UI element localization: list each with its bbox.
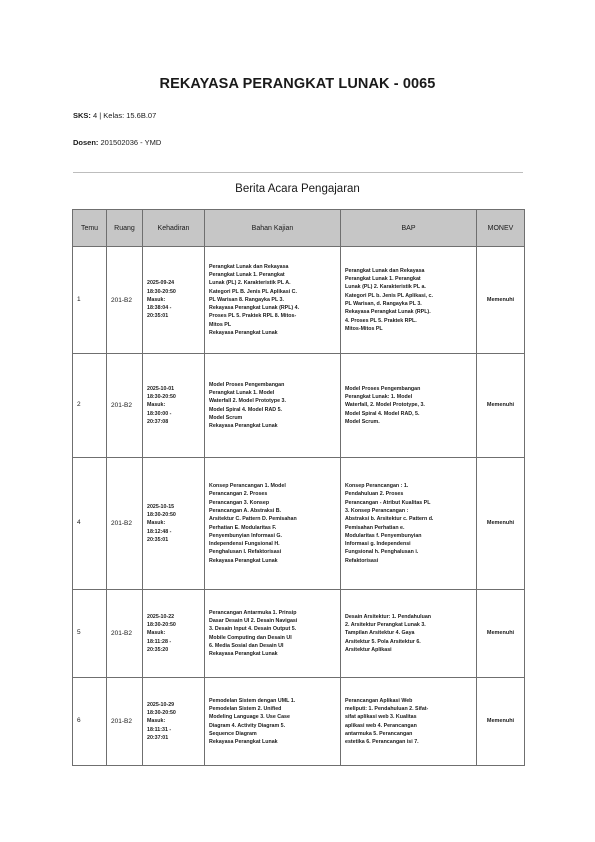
cell-bap (341, 354, 477, 458)
cell-kehadiran-line: 18:12:48 - (147, 528, 172, 535)
cell-bahan-kajian-line: 3. Desain Input 4. Desain Output 5. (209, 626, 297, 633)
cell-bap-line: PL Warisan, d. Rangayka PL 3. (345, 301, 422, 307)
cell-bap-line: Perancangan Aplikasi Web (345, 697, 413, 704)
cell-bap-line: Abstraksi b. Arsitektur c. Pattern d. (345, 516, 434, 523)
cell-bap-line: antarmuka 5. Perancangan (345, 730, 413, 737)
cell-kehadiran-line: 20:35:01 (147, 313, 169, 320)
cell-bap-line: Rekayasa Perangkat Lunak (RPL). (345, 309, 431, 316)
cell-bap-line: sifat aplikasi web 3. Kualitas (345, 714, 417, 721)
cell-bap-line: meliputi: 1. Pendahuluan 2. Sifat- (345, 705, 429, 712)
cell-kehadiran-line: 18:11:31 - (147, 726, 172, 733)
cell-kehadiran (143, 247, 205, 354)
table-body (73, 247, 525, 766)
cell-ruang: 201-B2 (107, 354, 143, 458)
cell-bahan-kajian (205, 678, 341, 766)
cell-kehadiran (143, 354, 205, 458)
dosen-label: Dosen: (73, 138, 99, 147)
cell-bap-line: 4. Proses PL 5. Praktek RPL. (345, 317, 417, 324)
cell-kehadiran-line: 18:30-20:50 (147, 288, 176, 295)
cell-kehadiran-line: Masuk: (147, 296, 166, 303)
cell-temu: 5 (73, 590, 107, 678)
cell-bap-line: Kategori PL b. Jenis PL Aplikasi, c. (345, 292, 433, 299)
cell-bap-line: Konsep Perancangan : 1. (345, 483, 409, 490)
cell-temu: 2 (73, 354, 107, 458)
cell-kehadiran-line: Masuk: (147, 520, 166, 527)
cell-bap-line: Perancangan - Atribut Kualitas PL (345, 499, 431, 506)
cell-kehadiran-line: 18:30-20:50 (147, 394, 176, 401)
table-row (73, 247, 525, 354)
cell-bap-line: Arsitektur Aplikasi (345, 646, 392, 653)
cell-bap-line: Refaktorisasi (345, 557, 379, 564)
bap-table (72, 209, 525, 766)
cell-bahan-kajian-line: Perangkat Lunak dan Rekayasa (209, 263, 289, 270)
column-header-ruang: Ruang (107, 210, 143, 247)
cell-bap (341, 458, 477, 590)
cell-kehadiran (143, 458, 205, 590)
cell-bap-line: aplikasi web 4. Perancangan (345, 722, 417, 729)
cell-bap-line: 3. Konsep Perancangan : (345, 507, 409, 514)
cell-bap (341, 678, 477, 766)
cell-kehadiran-line: 2025-10-01 (147, 385, 175, 392)
cell-bap-line: Modularitas f. Penyembunyian (345, 532, 422, 539)
cell-bahan-kajian-line: Perangkat Lunak 1. Perangkat (209, 271, 285, 278)
cell-bahan-kajian-line: PL Warisan 8. Rangayka PL 3. (209, 296, 284, 303)
cell-bap-line: Arsitektur 5. Pola Arsitektur 6. (345, 638, 421, 645)
cell-kehadiran-line: 18:38:04 - (147, 305, 172, 312)
cell-temu: 1 (73, 247, 107, 354)
cell-kehadiran-line: 2025-10-22 (147, 613, 175, 620)
cell-bahan-kajian-line: Mitos PL (209, 321, 232, 328)
cell-bap (341, 247, 477, 354)
cell-bap-line: Informasi g. Independensi (345, 541, 411, 548)
cell-bap-line: Mitos-Mitos PL (345, 325, 383, 332)
cell-monev: Memenuhi (477, 678, 525, 766)
column-header-bahan-kajian: Bahan Kajian (205, 210, 341, 247)
cell-ruang: 201-B2 (107, 590, 143, 678)
cell-bap-line: Lunak (PL) 2. Karakteristik PL a. (345, 284, 426, 291)
cell-bap-line: Perangkat Lunak dan Rekayasa (345, 267, 425, 274)
cell-bahan-kajian-line: Sequence Diagram (209, 730, 257, 737)
cell-kehadiran-line: 2025-09-24 (147, 280, 175, 287)
cell-bahan-kajian-line: Perhatian E. Modularitas F. (209, 524, 277, 531)
cell-kehadiran-line: 18:11:28 - (147, 638, 172, 645)
cell-kehadiran-line: 18:30:00 - (147, 410, 172, 417)
cell-bahan-kajian-line: Dasar Desain UI 2. Desain Navigasi (209, 617, 298, 624)
cell-bap-line: Desain Arsitektur: 1. Pendahuluan (345, 613, 432, 620)
column-header-kehadiran: Kehadiran (143, 210, 205, 247)
divider (73, 172, 523, 173)
cell-bahan-kajian-line: Rekayasa Perangkat Lunak (209, 330, 278, 337)
cell-kehadiran-line: Masuk: (147, 402, 166, 409)
cell-bahan-kajian-line: 6. Media Sosial dan Desain UI (209, 642, 284, 649)
column-header-temu: Temu (73, 210, 107, 247)
cell-bap-line: Model Spiral 4. Model RAD, 5. (345, 410, 420, 417)
table-row (73, 678, 525, 766)
cell-bap-line: Model Scrum. (345, 418, 380, 425)
cell-bahan-kajian-line: Mobile Computing dan Desain UI (209, 634, 292, 641)
cell-temu: 4 (73, 458, 107, 590)
cell-bap-line: 2. Arsitektur Perangkat Lunak 3. (345, 622, 426, 629)
column-header-monev: MONEV (477, 210, 525, 247)
cell-temu: 6 (73, 678, 107, 766)
cell-ruang: 201-B2 (107, 678, 143, 766)
cell-bap-line: Perangkat Lunak: 1. Model (345, 394, 413, 401)
cell-bahan-kajian-line: Konsep Perancangan 1. Model (209, 483, 286, 490)
cell-bap-line: Pendahuluan 2. Proses (345, 491, 404, 498)
cell-bahan-kajian-line: Arsitektur C. Pattern D. Pemisahan (209, 516, 297, 523)
sks-value: 4 | Kelas: 15.6B.07 (93, 111, 157, 120)
cell-bahan-kajian-line: Kategori PL B. Jenis PL Aplikasi C. (209, 288, 297, 295)
cell-ruang: 201-B2 (107, 247, 143, 354)
cell-kehadiran-line: 2025-10-15 (147, 503, 175, 510)
course-title: REKAYASA PERANGKAT LUNAK - 0065 (159, 76, 436, 92)
cell-kehadiran-line: 20:37:08 (147, 418, 169, 425)
cell-bahan-kajian-line: Penghalusan I. Refaktorisasi (209, 549, 282, 556)
cell-bahan-kajian-line: Diagram 4. Activity Diagram 5. (209, 722, 286, 729)
table-row (73, 354, 525, 458)
cell-bahan-kajian-line: Lunak (PL) 2. Karakteristik PL A. (209, 280, 291, 287)
cell-bahan-kajian-line: Independensi Fungsional H. (209, 541, 280, 548)
table-header-row (73, 210, 525, 247)
cell-bahan-kajian (205, 354, 341, 458)
cell-kehadiran-line: Masuk: (147, 630, 166, 637)
dosen-value: 201502036 - YMD (100, 138, 162, 147)
cell-bap-line: Pemisahan Perhatian e. (345, 524, 405, 531)
cell-bahan-kajian (205, 247, 341, 354)
cell-bahan-kajian-line: Pemodelan Sistem dengan UML 1. (209, 697, 296, 704)
table-row (73, 458, 525, 590)
cell-bahan-kajian-line: Model Proses Pengembangan (209, 381, 285, 388)
cell-monev: Memenuhi (477, 354, 525, 458)
cell-bahan-kajian-line: Pemodelan Sistem 2. Unified (209, 705, 282, 712)
cell-bahan-kajian-line: Perancangan 3. Konsep (209, 499, 270, 506)
table-row (73, 590, 525, 678)
cell-bahan-kajian-line: Model Scrum (209, 414, 243, 421)
cell-bahan-kajian-line: Proses PL 5. Praktek RPL 8. Mitos- (209, 313, 297, 320)
cell-bap-line: Tampilan Arsitektur 4. Gaya (345, 630, 415, 637)
cell-bap-line: estetika 6. Perancangan isi 7. (345, 739, 419, 746)
cell-kehadiran-line: Masuk: (147, 718, 166, 725)
cell-monev: Memenuhi (477, 247, 525, 354)
cell-bahan-kajian-line: Rekayasa Perangkat Lunak (209, 423, 278, 430)
cell-ruang: 201-B2 (107, 458, 143, 590)
cell-bahan-kajian-line: Perancangan 2. Proses (209, 491, 268, 498)
cell-kehadiran-line: 2025-10-29 (147, 701, 175, 708)
dosen-info (73, 138, 161, 147)
cell-bahan-kajian-line: Rekayasa Perangkat Lunak (RPL) 4. (209, 305, 300, 312)
column-header-bap: BAP (341, 210, 477, 247)
cell-bahan-kajian-line: Perancangan A. Abstraksi B. (209, 507, 282, 514)
cell-kehadiran-line: 18:30-20:50 (147, 710, 176, 717)
cell-bahan-kajian-line: Rekayasa Perangkat Lunak (209, 557, 278, 564)
cell-bap-line: Perangkat Lunak 1. Perangkat (345, 276, 421, 283)
cell-kehadiran-line: 20:35:20 (147, 646, 169, 653)
cell-kehadiran-line: 18:30-20:50 (147, 512, 176, 519)
sks-label: SKS: (73, 111, 91, 120)
cell-bahan-kajian-line: Perancangan Antarmuka 1. Prinsip (209, 609, 297, 616)
cell-kehadiran-line: 20:35:01 (147, 536, 169, 543)
cell-bap-line: Fungsional h. Penghalusan i. (345, 549, 419, 556)
cell-kehadiran-line: 18:30-20:50 (147, 622, 176, 629)
cell-kehadiran-line: 20:37:01 (147, 734, 169, 741)
cell-bahan-kajian-line: Perangkat Lunak 1. Model (209, 389, 275, 396)
cell-bahan-kajian-line: Rekayasa Perangkat Lunak (209, 651, 278, 658)
cell-bap (341, 590, 477, 678)
cell-bahan-kajian-line: Waterfall 2. Model Prototype 3. (209, 398, 286, 405)
cell-bahan-kajian-line: Penyembunyian Informasi G. (209, 532, 282, 539)
cell-bahan-kajian-line: Rekayasa Perangkat Lunak (209, 739, 278, 746)
sks-info (73, 111, 156, 120)
cell-monev: Memenuhi (477, 458, 525, 590)
section-title: Berita Acara Pengajaran (235, 183, 360, 195)
cell-kehadiran (143, 590, 205, 678)
cell-bap-line: Model Proses Pengembangan (345, 385, 421, 392)
cell-bahan-kajian (205, 458, 341, 590)
cell-bap-line: Waterfall, 2. Model Prototype, 3. (345, 402, 425, 409)
cell-bahan-kajian-line: Modeling Language 3. Use Case (209, 714, 290, 721)
cell-bahan-kajian-line: Model Spiral 4. Model RAD 5. (209, 406, 282, 413)
cell-kehadiran (143, 678, 205, 766)
cell-bahan-kajian (205, 590, 341, 678)
cell-monev: Memenuhi (477, 590, 525, 678)
